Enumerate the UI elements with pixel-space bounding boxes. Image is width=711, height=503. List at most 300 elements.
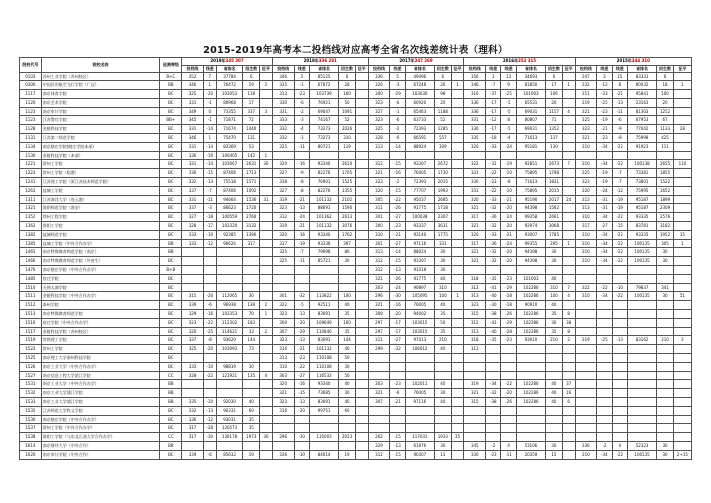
table-cell: 20: [657, 98, 674, 107]
table-cell: [368, 151, 390, 160]
table-cell: BC: [160, 354, 182, 363]
table-cell: 90331: [216, 406, 243, 415]
table-cell: [575, 354, 597, 363]
table-cell: 332: [272, 134, 294, 143]
table-cell: 1352: [546, 125, 563, 134]
table-cell: 1537: [20, 424, 42, 433]
table-cell: -6: [390, 116, 405, 125]
table-cell: 130: [546, 142, 563, 151]
table-cell: 321: [575, 134, 597, 143]
table-cell: 316: [272, 345, 294, 354]
table-cell: 300: [368, 90, 390, 99]
table-cell: [260, 98, 273, 107]
school-name-cell: 金陵科技学院: [41, 125, 160, 134]
table-cell: -34: [597, 213, 612, 222]
table-cell: [294, 274, 309, 283]
table-cell: 144: [339, 336, 356, 345]
table-cell: 3: [486, 72, 501, 81]
table-cell: [612, 397, 627, 406]
table-cell: 2: [260, 81, 273, 90]
table-cell: -12: [612, 186, 627, 195]
table-cell: 322: [575, 283, 597, 292]
table-cell: [451, 415, 464, 424]
table-cell: BC: [160, 336, 182, 345]
table-cell: 60920: [405, 98, 434, 107]
table-cell: 1718: [435, 204, 452, 213]
table-cell: 93910: [516, 336, 545, 345]
table-cell: 76901: [309, 178, 338, 187]
table-cell: [355, 186, 368, 195]
table-cell: [612, 301, 627, 310]
table-cell: 1526: [20, 362, 42, 371]
table-cell: 331: [464, 169, 486, 178]
table-cell: [575, 380, 597, 389]
table-cell: [673, 169, 691, 178]
table-cell: BC: [160, 222, 182, 231]
table-cell: [355, 81, 368, 90]
table-cell: -7: [294, 248, 309, 257]
table-cell: 1362: [20, 222, 42, 231]
header-year-2016: 2016年353 315: [464, 58, 575, 66]
table-cell: 52: [339, 116, 356, 125]
table-cell: 332: [272, 125, 294, 134]
table-cell: [575, 424, 597, 433]
table-cell: 1: [562, 81, 575, 90]
table-cell: 3132: [243, 222, 260, 231]
table-cell: 40: [546, 301, 563, 310]
table-cell: 76921: [309, 98, 338, 107]
school-name-cell: 盐城工学院: [41, 186, 160, 195]
table-row: [20, 292, 692, 301]
table-cell: 87406: [216, 169, 243, 178]
table-cell: 93340: [309, 230, 338, 239]
table-cell: [451, 301, 464, 310]
table-cell: [627, 354, 656, 363]
table-cell: [355, 248, 368, 257]
table-cell: [575, 327, 597, 336]
table-cell: 30: [546, 257, 563, 266]
header-row-years: [20, 58, 692, 66]
school-name-cell: 金陵科技学院（中外合作办学）: [41, 292, 160, 301]
table-cell: -23: [486, 450, 501, 459]
table-cell: 1040: [243, 125, 260, 134]
table-cell: [575, 415, 597, 424]
table-cell: 85721: [309, 257, 338, 266]
table-cell: BB: [160, 380, 182, 389]
table-cell: -22: [612, 248, 627, 257]
table-cell: 1527: [20, 371, 42, 380]
table-cell: 60: [339, 406, 356, 415]
table-cell: [216, 389, 243, 398]
table-cell: -22: [612, 213, 627, 222]
table-cell: 103093: [216, 345, 243, 354]
table-cell: [673, 213, 691, 222]
table-row: [20, 248, 692, 257]
table-cell: CC: [160, 433, 182, 442]
table-cell: -23: [390, 222, 405, 231]
table-cell: -38: [486, 397, 501, 406]
table-cell: -4: [501, 134, 516, 143]
table-cell: [355, 107, 368, 116]
table-cell: 313: [368, 142, 390, 151]
table-cell: 305: [657, 239, 674, 248]
table-cell: 1571: [243, 178, 260, 187]
table-cell: 1535: [20, 406, 42, 415]
table-cell: CC: [160, 371, 182, 380]
table-cell: 81850: [516, 81, 545, 90]
table-cell: BB: [160, 441, 182, 450]
table-cell: 100559: [216, 213, 243, 222]
table-cell: 318: [464, 336, 486, 345]
table-cell: 144: [243, 336, 260, 345]
table-cell: [464, 266, 486, 275]
table-cell: 331: [182, 98, 204, 107]
table-cell: [390, 151, 405, 160]
table-cell: 40: [546, 274, 563, 283]
table-cell: BC: [160, 283, 182, 292]
table-cell: 1252: [657, 107, 674, 116]
table-cell: -34: [597, 248, 612, 257]
table-cell: [673, 433, 691, 442]
column-header: 线差: [612, 65, 627, 72]
table-cell: 327: [272, 169, 294, 178]
table-cell: [260, 441, 273, 450]
table-cell: 303: [272, 371, 294, 380]
table-cell: -19: [612, 195, 627, 204]
table-cell: 325: [575, 169, 597, 178]
table-cell: -21: [390, 230, 405, 239]
table-cell: 93620: [216, 336, 243, 345]
table-cell: -21: [390, 397, 405, 406]
table-cell: 35: [546, 327, 563, 336]
table-cell: -16: [390, 169, 405, 178]
table-row: [20, 134, 692, 143]
column-header: 投档线: [272, 65, 294, 72]
table-cell: -12: [203, 239, 216, 248]
table-cell: -20: [294, 318, 309, 327]
table-cell: 85125: [309, 72, 338, 81]
table-cell: -32: [486, 222, 501, 231]
table-cell: 105095: [405, 292, 434, 301]
table-cell: 69031: [516, 125, 545, 134]
table-cell: 346: [182, 134, 204, 143]
table-cell: 1993: [435, 186, 452, 195]
table-cell: 311: [368, 336, 390, 345]
table-cell: 35: [435, 310, 452, 319]
table-cell: -7: [203, 186, 216, 195]
table-cell: 336: [464, 107, 486, 116]
table-cell: 295: [546, 239, 563, 248]
table-cell: BC: [160, 142, 182, 151]
table-cell: 1123: [20, 107, 42, 116]
table-cell: 142: [243, 151, 260, 160]
table-cell: 310: [575, 230, 597, 239]
table-cell: 102286: [516, 389, 545, 398]
table-cell: 320: [182, 327, 204, 336]
table-cell: 30: [435, 257, 452, 266]
table-cell: 330: [272, 98, 294, 107]
table-cell: 100135: [627, 257, 656, 266]
table-cell: 336: [575, 441, 597, 450]
table-cell: -11: [501, 450, 516, 459]
table-cell: 53: [243, 142, 260, 151]
table-cell: 30: [657, 450, 674, 459]
table-cell: [627, 318, 656, 327]
table-cell: -17: [390, 327, 405, 336]
table-cell: 37: [562, 380, 575, 389]
table-cell: B+C: [160, 72, 182, 81]
table-row: [20, 266, 692, 275]
table-cell: 101132: [309, 222, 338, 231]
table-cell: [597, 389, 612, 398]
table-cell: [451, 371, 464, 380]
table-cell: 99751: [309, 406, 338, 415]
table-cell: 86623: [216, 204, 243, 213]
table-cell: -13: [294, 204, 309, 213]
table-cell: 1465: [20, 248, 42, 257]
table-cell: 1382: [20, 230, 42, 239]
table-cell: [562, 151, 575, 160]
table-row: [20, 169, 692, 178]
table-cell: [339, 274, 356, 283]
table-cell: -23: [597, 134, 612, 143]
table-cell: 93340: [309, 380, 338, 389]
table-cell: 95190: [516, 195, 545, 204]
table-cell: -24: [390, 283, 405, 292]
table-cell: [355, 90, 368, 99]
table-cell: [260, 125, 273, 134]
table-cell: 310: [575, 450, 597, 459]
table-cell: 1355: [339, 186, 356, 195]
table-cell: -33: [486, 230, 501, 239]
table-row: [20, 178, 692, 187]
table-cell: 83781: [627, 222, 656, 231]
table-cell: [673, 415, 691, 424]
table-cell: [657, 380, 674, 389]
table-cell: [451, 72, 464, 81]
school-name-cell: 中国民用航空飞行学院（广汉）: [41, 81, 160, 90]
table-cell: 92030: [216, 397, 243, 406]
table-cell: 1532: [20, 389, 42, 398]
table-cell: 40: [546, 380, 563, 389]
table-cell: 310: [575, 248, 597, 257]
table-cell: [216, 257, 243, 266]
table-cell: [657, 415, 674, 424]
table-cell: [597, 345, 612, 354]
table-cell: [657, 433, 674, 442]
table-cell: -14: [203, 125, 216, 134]
school-name-cell: 南京工业大学浦江学院: [41, 389, 160, 398]
table-cell: BC: [160, 160, 182, 169]
school-name-cell: 苏州工业学院（苏州校区）: [41, 72, 160, 81]
table-cell: 323: [368, 178, 390, 187]
table-cell: -5: [501, 107, 516, 116]
table-cell: 320: [464, 195, 486, 204]
table-cell: 356: [464, 72, 486, 81]
table-cell: 321: [272, 389, 294, 398]
table-cell: [216, 248, 243, 257]
table-cell: [627, 433, 656, 442]
table-cell: 1762: [339, 230, 356, 239]
table-cell: 7: [562, 160, 575, 169]
table-cell: -10: [294, 450, 309, 459]
table-cell: -35: [486, 336, 501, 345]
table-cell: 135003: [309, 433, 338, 442]
table-cell: 310: [435, 283, 452, 292]
table-cell: 338: [272, 178, 294, 187]
table-cell: [405, 362, 434, 371]
table-cell: [486, 406, 501, 415]
table-row: [20, 371, 692, 380]
table-cell: [390, 406, 405, 415]
table-cell: [516, 424, 545, 433]
table-cell: 77707: [405, 186, 434, 195]
table-cell: 80807: [516, 116, 545, 125]
table-cell: -34: [597, 160, 612, 169]
table-cell: -10: [203, 362, 216, 371]
table-cell: -13: [390, 441, 405, 450]
table-cell: 63733: [405, 116, 434, 125]
table-cell: [435, 371, 452, 380]
table-cell: [309, 424, 338, 433]
table-cell: 262: [368, 433, 390, 442]
table-cell: -13: [294, 336, 309, 345]
table-cell: -24: [294, 213, 309, 222]
table-cell: [657, 318, 674, 327]
table-cell: [673, 72, 691, 81]
table-cell: 1263: [20, 186, 42, 195]
table-cell: 313: [575, 195, 597, 204]
table-cell: -32: [486, 257, 501, 266]
table-cell: -17: [486, 107, 501, 116]
table-cell: -15: [294, 389, 309, 398]
column-header: 线差: [203, 65, 216, 72]
table-cell: [355, 151, 368, 160]
table-cell: 40: [339, 345, 356, 354]
table-row: [20, 107, 692, 116]
table-cell: -2: [390, 178, 405, 187]
table-cell: 327: [272, 186, 294, 195]
table-cell: 1: [203, 81, 216, 90]
table-cell: -20: [501, 204, 516, 213]
table-cell: [368, 415, 390, 424]
table-cell: [260, 274, 273, 283]
table-cell: [355, 142, 368, 151]
table-cell: -13: [294, 397, 309, 406]
table-cell: [464, 151, 486, 160]
table-cell: 30: [260, 433, 273, 442]
table-cell: -29: [390, 90, 405, 99]
table-cell: [562, 178, 575, 187]
school-name-cell: 常州工学院（中外合作办学）: [41, 424, 160, 433]
table-cell: BC: [160, 310, 182, 319]
table-cell: 71871: [216, 116, 243, 125]
table-cell: 1188: [435, 107, 452, 116]
table-cell: 1091: [339, 107, 356, 116]
table-cell: 3631: [435, 222, 452, 231]
table-cell: 112065: [216, 292, 243, 301]
table-cell: 210: [657, 336, 674, 345]
table-cell: 38: [562, 318, 575, 327]
table-cell: -37: [486, 90, 501, 99]
table-cell: -7: [486, 81, 501, 90]
table-cell: -30: [486, 301, 501, 310]
table-cell: 93140: [405, 230, 434, 239]
table-cell: -2: [390, 125, 405, 134]
table-cell: [673, 266, 691, 275]
table-cell: 94398: [516, 248, 545, 257]
table-cell: [451, 169, 464, 178]
table-cell: [575, 301, 597, 310]
table-cell: 2015: [435, 178, 452, 187]
table-cell: [243, 389, 260, 398]
table-cell: 160: [339, 90, 356, 99]
table-cell: -22: [203, 371, 216, 380]
table-cell: 1123: [20, 116, 42, 125]
table-cell: 1933: [435, 433, 452, 442]
table-cell: 23163: [627, 98, 656, 107]
table-cell: [464, 415, 486, 424]
table-cell: [451, 195, 464, 204]
table-cell: 335: [182, 397, 204, 406]
table-cell: 35: [243, 415, 260, 424]
table-cell: 0306: [20, 81, 42, 90]
table-cell: [673, 274, 691, 283]
table-cell: 310: [575, 160, 597, 169]
table-cell: [612, 433, 627, 442]
table-cell: [260, 380, 273, 389]
table-cell: 319: [272, 222, 294, 231]
table-cell: BC: [160, 169, 182, 178]
table-cell: [294, 424, 309, 433]
table-cell: 76472: [216, 81, 243, 90]
table-cell: 317: [182, 424, 204, 433]
school-name-cell: 盐城工学院（中外合作办学）: [41, 239, 160, 248]
table-cell: 1: [562, 239, 575, 248]
table-cell: -15: [390, 160, 405, 169]
table-cell: [182, 354, 204, 363]
table-row: [20, 230, 692, 239]
table-cell: 329: [368, 441, 390, 450]
table-cell: [355, 362, 368, 371]
table-cell: 2: [260, 301, 273, 310]
table-cell: [501, 415, 516, 424]
column-header: 招生数: [546, 65, 563, 72]
table-cell: 35: [339, 327, 356, 336]
table-cell: [501, 362, 516, 371]
table-cell: [451, 134, 464, 143]
table-cell: 1285: [435, 125, 452, 134]
table-cell: 1117: [20, 90, 42, 99]
table-cell: [575, 371, 597, 380]
table-cell: 102286: [516, 397, 545, 406]
table-cell: [562, 90, 575, 99]
table-cell: -34: [597, 292, 612, 301]
school-name-cell: 淮阴工学院: [41, 222, 160, 231]
table-cell: 330: [182, 169, 204, 178]
table-cell: [355, 230, 368, 239]
table-cell: 317: [182, 433, 204, 442]
table-cell: 4: [562, 292, 575, 301]
table-cell: [260, 213, 273, 222]
table-cell: 91775: [405, 274, 434, 283]
school-name-cell: 宿迁学院: [41, 274, 160, 283]
table-cell: -6: [612, 116, 627, 125]
table-cell: 3: [294, 72, 309, 81]
table-cell: 83369: [216, 142, 243, 151]
table-cell: [516, 406, 545, 415]
table-cell: 110: [673, 160, 691, 169]
